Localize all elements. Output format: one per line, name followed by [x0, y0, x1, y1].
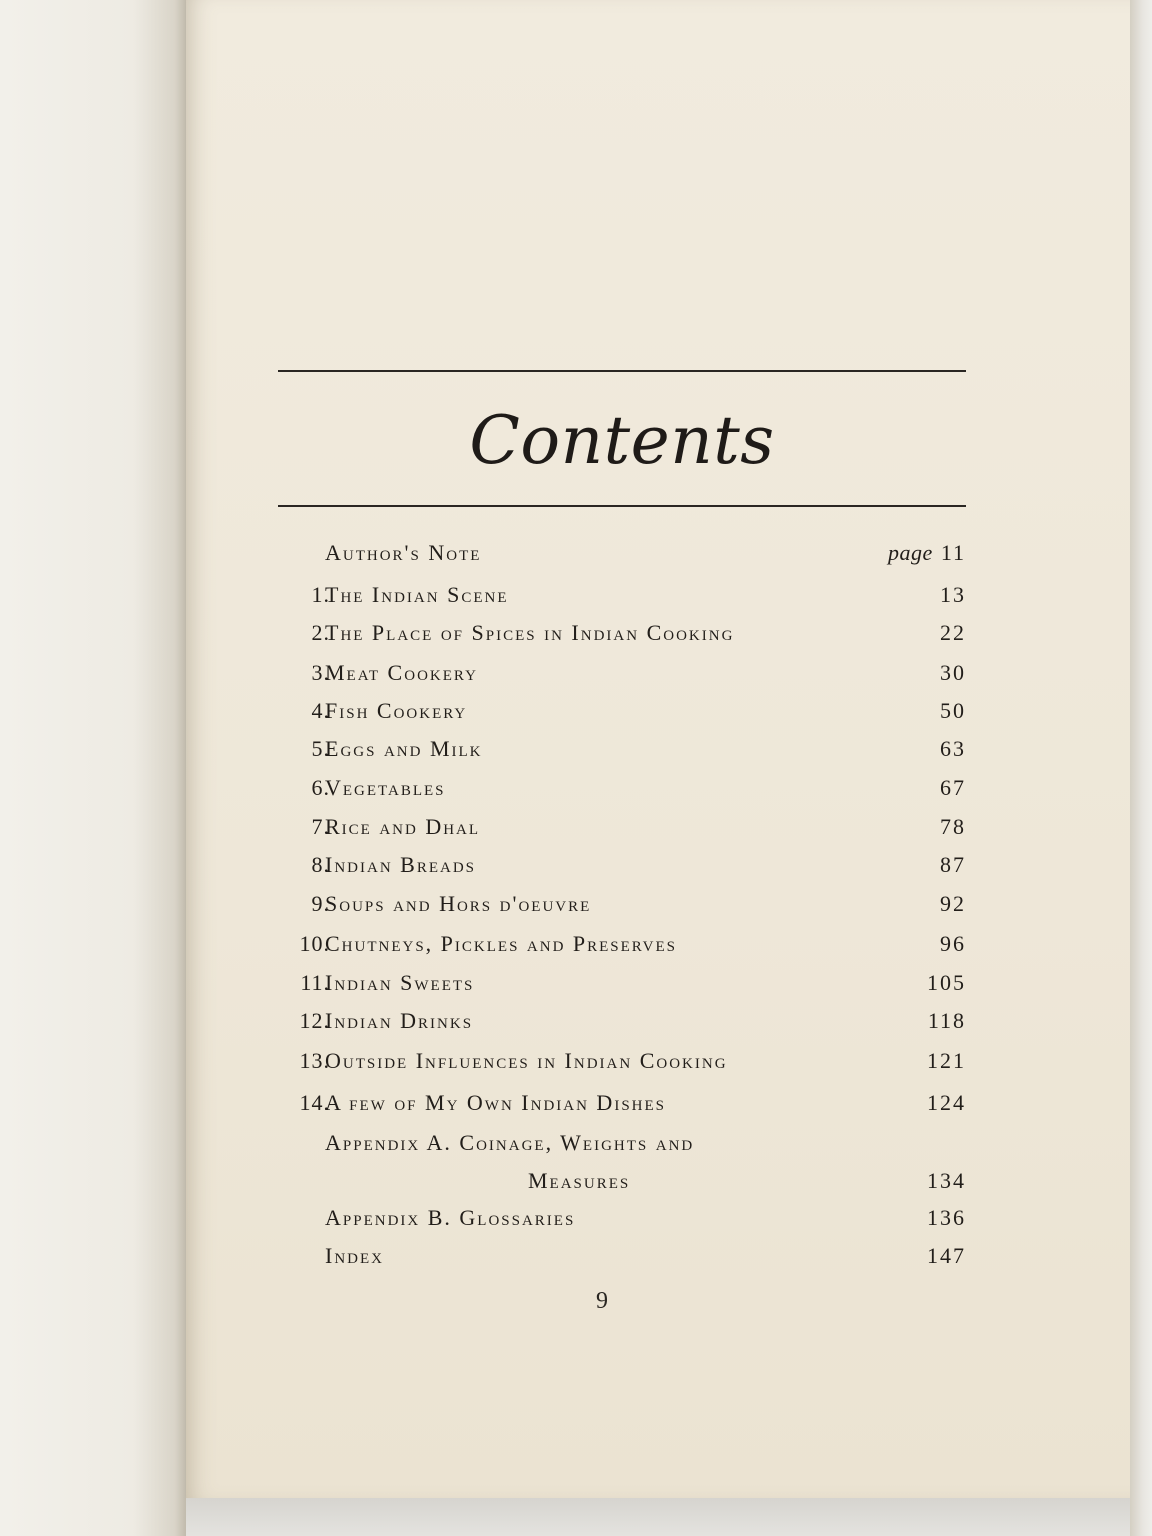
toc-page-number — [927, 1205, 966, 1231]
toc-chapter-title: A few of My Own Indian Dishes — [325, 1090, 666, 1115]
toc-page-number — [927, 1243, 966, 1269]
toc-chapter-number: 1. — [311, 582, 330, 607]
toc-page-number — [927, 970, 966, 996]
toc-entry — [270, 970, 970, 1004]
toc-entry — [270, 540, 970, 574]
toc-chapter-title: Rice and Dhal — [325, 814, 481, 839]
toc-chapter-title: Measures — [528, 1168, 631, 1193]
toc-page-number — [940, 814, 966, 840]
toc-entry — [270, 736, 970, 770]
toc-chapter-number: 3. — [311, 660, 330, 685]
toc-chapter-title: Index — [325, 1243, 384, 1268]
page-bottom-edge — [186, 1498, 1130, 1536]
toc-page-value: 147 — [927, 1243, 966, 1268]
toc-entry — [270, 931, 970, 965]
toc-entry — [270, 1008, 970, 1042]
toc-chapter-title: Indian Breads — [325, 852, 476, 877]
toc-entry — [270, 698, 970, 732]
toc-chapter-number: 8. — [311, 852, 330, 877]
toc-chapter-title: Author's Note — [325, 540, 482, 565]
toc-chapter-number: 10. — [299, 931, 330, 956]
toc-entry — [270, 775, 970, 809]
toc-page-value: 134 — [927, 1168, 966, 1193]
toc-entry — [270, 1205, 970, 1239]
toc-chapter-title: The Indian Scene — [325, 582, 509, 607]
toc-page-number — [927, 1090, 966, 1116]
toc-page-number — [940, 852, 966, 878]
toc-chapter-title: Outside Influences in Indian Cooking — [325, 1048, 728, 1073]
toc-page-number — [940, 582, 966, 608]
toc-page-value: 121 — [927, 1048, 966, 1073]
toc-chapter-number: 9. — [311, 891, 330, 916]
toc-chapter-title: Indian Drinks — [325, 1008, 474, 1033]
toc-chapter-number: 7. — [311, 814, 330, 839]
toc-chapter-title: The Place of Spices in Indian Cooking — [325, 620, 735, 645]
toc-chapter-number: 5. — [311, 736, 330, 761]
page-number: 9 — [596, 1288, 608, 1314]
toc-page-number — [888, 540, 966, 566]
toc-chapter-title: Fish Cookery — [325, 698, 468, 723]
toc-entry — [270, 1048, 970, 1082]
toc-chapter-title: Eggs and Milk — [325, 736, 483, 761]
toc-chapter-number: 12. — [299, 1008, 330, 1033]
toc-page-value: 136 — [927, 1205, 966, 1230]
toc-entry — [270, 660, 970, 694]
toc-page-number — [940, 736, 966, 762]
toc-page-value: 22 — [940, 620, 966, 645]
toc-page-number — [927, 1048, 966, 1074]
toc-entry — [270, 852, 970, 886]
toc-page-number — [940, 931, 966, 957]
previous-page — [0, 0, 190, 1536]
toc-entry — [270, 891, 970, 925]
toc-page-value: 63 — [940, 736, 966, 761]
toc-page-value: 92 — [940, 891, 966, 916]
toc-chapter-number: 6. — [311, 775, 330, 800]
toc-page-number — [940, 620, 966, 646]
toc-entry — [270, 1243, 970, 1277]
toc-page-value: 96 — [940, 931, 966, 956]
toc-page-value: 30 — [940, 660, 966, 685]
toc-page-value: 78 — [940, 814, 966, 839]
toc-page-value: 124 — [927, 1090, 966, 1115]
toc-chapter-title: Vegetables — [325, 775, 446, 800]
bottom-rule — [278, 505, 966, 507]
top-rule — [278, 370, 966, 372]
toc-page-value: 50 — [940, 698, 966, 723]
toc-page-value: 105 — [927, 970, 966, 995]
toc-chapter-number: 4. — [311, 698, 330, 723]
toc-entry — [270, 582, 970, 616]
book-right-edge — [1130, 0, 1152, 1536]
toc-page-number — [928, 1008, 966, 1034]
toc-chapter-number: 11. — [300, 970, 330, 995]
toc-chapter-title: Soups and Hors d'oeuvre — [325, 891, 592, 916]
toc-chapter-number: 14. — [299, 1090, 330, 1115]
toc-page-number — [940, 660, 966, 686]
toc-page-value: 11 — [940, 540, 966, 565]
toc-chapter-title: Chutneys, Pickles and Preserves — [325, 931, 677, 956]
toc-page-number — [940, 775, 966, 801]
toc-page-value: 13 — [940, 582, 966, 607]
toc-page-number — [940, 891, 966, 917]
toc-chapter-title: Meat Cookery — [325, 660, 478, 685]
toc-chapter-title: Appendix B. Glossaries — [325, 1205, 576, 1230]
page-label: page — [888, 540, 933, 565]
toc-entry — [270, 1168, 970, 1202]
toc-page-value: 67 — [940, 775, 966, 800]
toc-chapter-number: 2. — [311, 620, 330, 645]
toc-page-value: 87 — [940, 852, 966, 877]
toc-page-number — [927, 1168, 966, 1194]
toc-chapter-title: Indian Sweets — [325, 970, 475, 995]
toc-chapter-number: 13. — [299, 1048, 330, 1073]
toc-page-value: 118 — [927, 1008, 966, 1033]
toc-entry — [270, 620, 970, 654]
toc-entry — [270, 1130, 970, 1164]
toc-chapter-title: Appendix A. Coinage, Weights and — [325, 1130, 695, 1155]
toc-entry — [270, 1090, 970, 1124]
page-title: Contents — [469, 402, 775, 479]
toc-page-number — [940, 698, 966, 724]
toc-entry — [270, 814, 970, 848]
